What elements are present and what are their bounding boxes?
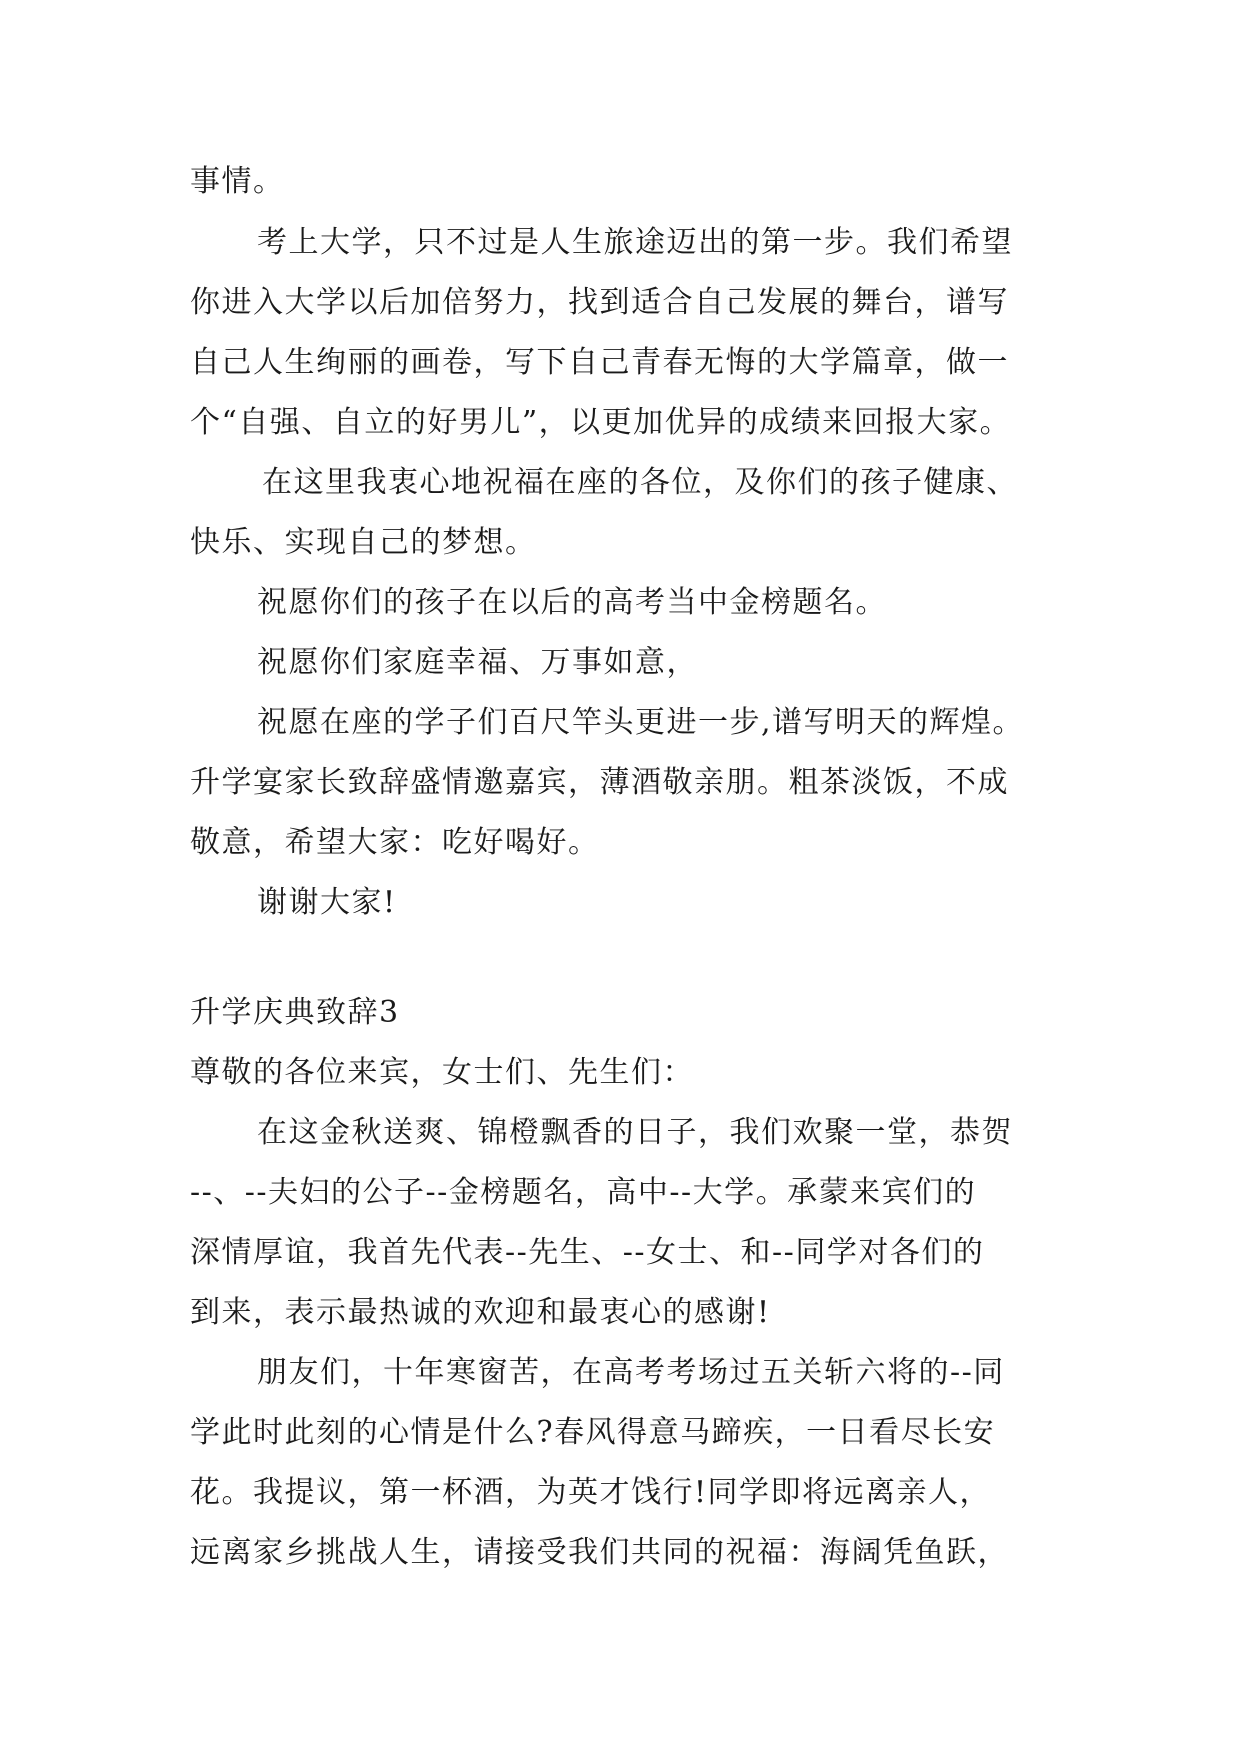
paragraph-line: 升学宴家长致辞盛情邀嘉宾，薄酒敬亲朋。粗茶淡饭，不成 <box>190 765 1009 800</box>
paragraph-line: 祝愿你们家庭幸福、万事如意， <box>257 645 698 680</box>
paragraph-line: 自己人生绚丽的画卷，写下自己青春无悔的大学篇章，做一 <box>190 345 1009 380</box>
paragraph-line: 你进入大学以后加倍努力，找到适合自己发展的舞台，谱写 <box>190 285 1009 320</box>
paragraph-line: 敬意，希望大家：吃好喝好。 <box>190 825 600 860</box>
paragraph-line: 快乐、实现自己的梦想。 <box>190 525 537 560</box>
paragraph-line: 祝愿在座的学子们百尺竿头更进一步,谱写明天的辉煌。 <box>257 705 1025 740</box>
paragraph-line: 朋友们，十年寒窗苦，在高考考场过五关斩六将的--同 <box>257 1355 1005 1390</box>
paragraph-line: 祝愿你们的孩子在以后的高考当中金榜题名。 <box>257 585 887 620</box>
paragraph-line: 在这金秋送爽、锦橙飘香的日子，我们欢聚一堂，恭贺 <box>257 1115 1013 1150</box>
paragraph-line: 到来，表示最热诚的欢迎和最衷心的感谢! <box>190 1295 771 1330</box>
section-heading: 升学庆典致辞3 <box>190 995 400 1030</box>
paragraph-line: 花。我提议，第一杯酒，为英才饯行!同学即将远离亲人， <box>190 1475 992 1510</box>
paragraph-line: 学此时此刻的心情是什么?春风得意马蹄疾，一日看尽长安 <box>190 1415 996 1450</box>
paragraph-line: 深情厚谊，我首先代表--先生、--女士、和--同学对各们的 <box>190 1235 985 1270</box>
paragraph-line: 事情。 <box>190 164 285 199</box>
paragraph-line: 考上大学，只不过是人生旅途迈出的第一步。我们希望 <box>257 225 1013 260</box>
paragraph-line: 个“自强、自立的好男儿”，以更加优异的成绩来回报大家。 <box>190 405 1012 440</box>
paragraph-line: 远离家乡挑战人生，请接受我们共同的祝福：海阔凭鱼跃， <box>190 1535 1009 1570</box>
salutation: 尊敬的各位来宾，女士们、先生们： <box>190 1055 694 1090</box>
paragraph-line: 在这里我衷心地祝福在座的各位，及你们的孩子健康、 <box>262 465 1018 500</box>
paragraph-line: --、--夫妇的公子--金榜题名，高中--大学。承蒙来宾们的 <box>190 1175 977 1210</box>
paragraph-line: 谢谢大家! <box>257 885 397 920</box>
